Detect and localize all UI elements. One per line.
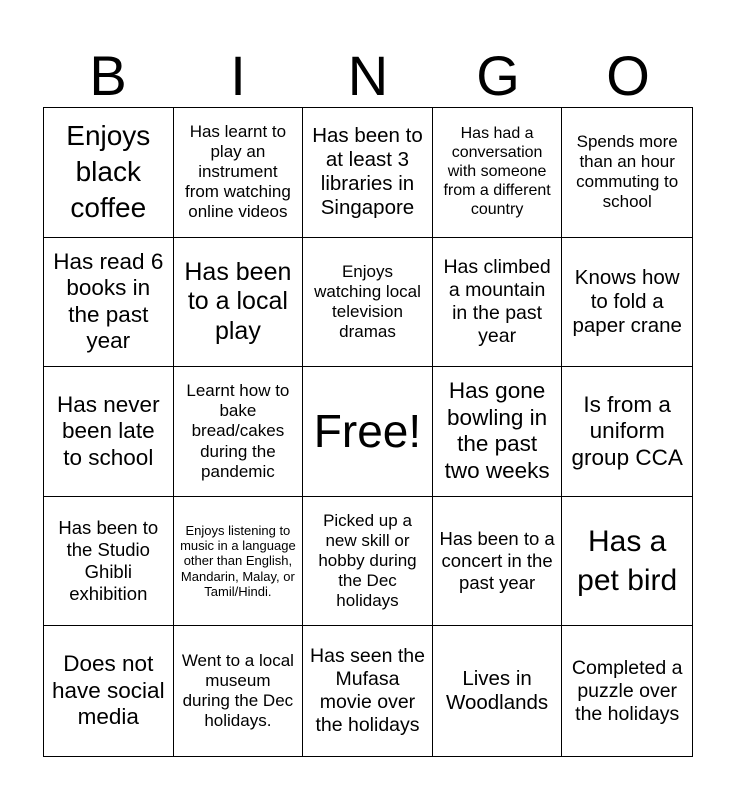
free-space-text: Free!: [313, 405, 422, 458]
bingo-cell-r3c1[interactable]: [44, 367, 174, 497]
bingo-cell-r3c4[interactable]: [433, 367, 563, 497]
cell-text: Spends more than an hour commuting to school: [576, 132, 679, 212]
header-letter-b: B: [89, 44, 127, 107]
cell-text: Does not have social media: [52, 651, 165, 730]
bingo-header: [43, 44, 693, 108]
bingo-cell-r2c4[interactable]: [433, 238, 563, 368]
cell-text: Enjoys listening to music in a language other than English, Mandarin, Malay, or Tamil/Hindi.: [180, 522, 296, 600]
cell-text: Completed a puzzle over the holidays: [571, 656, 683, 725]
bingo-cell-r1c5[interactable]: [562, 108, 692, 238]
cell-text: Has a pet bird: [577, 525, 678, 598]
bingo-cell-r2c3[interactable]: [303, 238, 433, 368]
cell-text: Went to a local museum during the Dec holidays.: [181, 651, 294, 731]
cell-text: Has been to a concert in the past year: [439, 528, 555, 593]
cell-text: Has seen the Mufasa movie over the holidays: [310, 645, 425, 737]
cell-text: Enjoys watching local television dramas: [314, 261, 421, 341]
cell-text: Has had a conversation with someone from a different country: [443, 125, 551, 218]
bingo-cell-r4c5[interactable]: [562, 497, 692, 627]
cell-text: Has been to at least 3 libraries in Singapore: [312, 123, 423, 220]
bingo-cell-r1c2[interactable]: [174, 108, 304, 238]
cell-text: Has climbed a mountain in the past year: [443, 255, 551, 347]
cell-text: Has never been late to school: [57, 391, 160, 470]
cell-text: Learnt how to bake bread/cakes during the pandemic: [186, 381, 290, 481]
bingo-cell-r3c5[interactable]: [562, 367, 692, 497]
free-space-cell[interactable]: [303, 367, 433, 497]
bingo-cell-r3c2[interactable]: [174, 367, 304, 497]
header-letter-g: G: [476, 44, 520, 107]
bingo-cell-r2c2[interactable]: [174, 238, 304, 368]
bingo-cell-r1c3[interactable]: [303, 108, 433, 238]
cell-text: Is from a uniform group CCA: [571, 391, 683, 470]
cell-text: Has read 6 books in the past year: [53, 248, 164, 354]
bingo-cell-r5c3[interactable]: [303, 626, 433, 756]
bingo-cell-r4c4[interactable]: [433, 497, 563, 627]
cell-text: Has gone bowling in the past two weeks: [444, 378, 550, 484]
header-letter-i: I: [230, 44, 246, 107]
bingo-cell-r4c2[interactable]: [174, 497, 304, 627]
cell-text: Enjoys black coffee: [66, 119, 151, 224]
cell-text: Picked up a new skill or hobby during the Dec holidays: [318, 510, 417, 611]
bingo-cell-r2c1[interactable]: [44, 238, 174, 368]
cell-text: Knows how to fold a paper crane: [572, 265, 682, 337]
cell-text: Has been to the Studio Ghibli exhibition: [58, 517, 159, 604]
bingo-cell-r4c1[interactable]: [44, 497, 174, 627]
bingo-cell-r1c4[interactable]: [433, 108, 563, 238]
bingo-cell-r5c5[interactable]: [562, 626, 692, 756]
bingo-cell-r5c4[interactable]: [433, 626, 563, 756]
bingo-cell-r5c1[interactable]: [44, 626, 174, 756]
header-letter-o: O: [606, 44, 650, 107]
cell-text: Lives in Woodlands: [445, 667, 549, 715]
bingo-cell-r4c3[interactable]: [303, 497, 433, 627]
cell-text: Has been to a local play: [184, 257, 292, 345]
bingo-board: [43, 107, 693, 757]
bingo-cell-r1c1[interactable]: [44, 108, 174, 238]
header-letter-n: N: [347, 44, 389, 107]
bingo-cell-r2c5[interactable]: [562, 238, 692, 368]
bingo-cell-r5c2[interactable]: [174, 626, 304, 756]
cell-text: Has learnt to play an instrument from watching online videos: [184, 122, 291, 222]
